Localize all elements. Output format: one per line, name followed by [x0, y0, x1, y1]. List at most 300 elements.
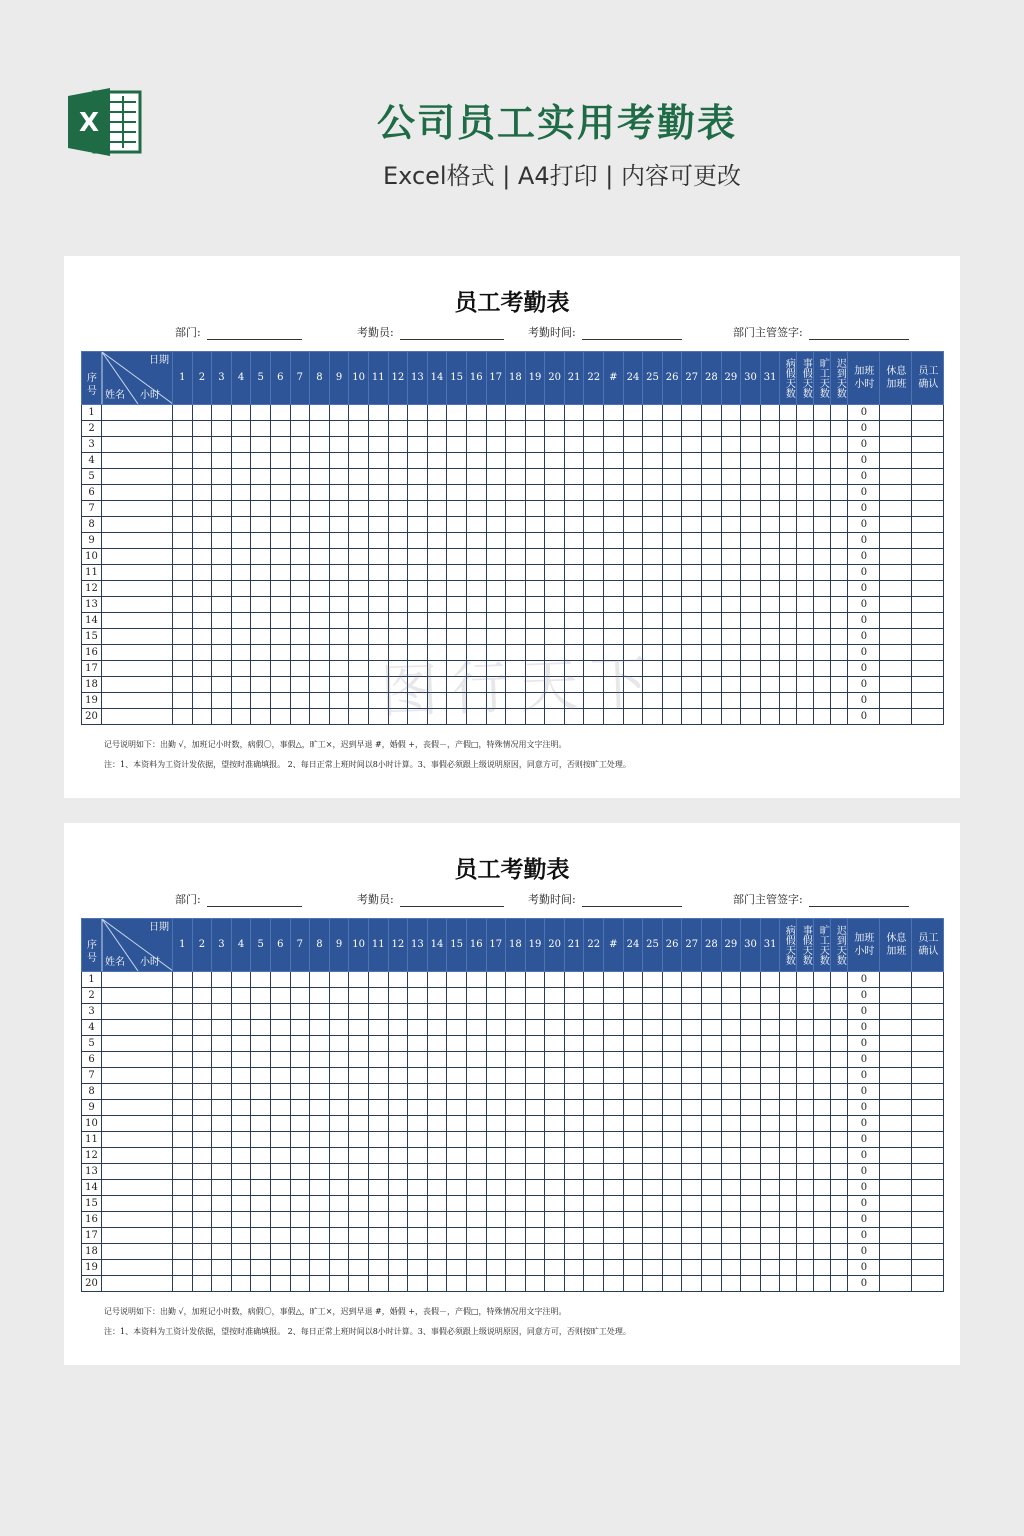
stat-cell[interactable] [814, 437, 831, 453]
day-cell[interactable] [702, 1004, 722, 1020]
stat-cell[interactable] [780, 501, 797, 517]
day-cell[interactable] [525, 1228, 545, 1244]
day-cell[interactable] [251, 629, 271, 645]
day-cell[interactable] [486, 437, 506, 453]
day-cell[interactable] [447, 1068, 467, 1084]
day-cell[interactable] [212, 1228, 232, 1244]
day-cell[interactable] [721, 1228, 741, 1244]
day-cell[interactable] [682, 1084, 702, 1100]
day-cell[interactable] [408, 565, 428, 581]
day-cell[interactable] [388, 581, 408, 597]
rest-overtime-cell[interactable] [880, 1148, 912, 1164]
day-cell[interactable] [584, 1100, 604, 1116]
day-cell[interactable] [466, 1132, 486, 1148]
day-cell[interactable] [212, 709, 232, 725]
day-cell[interactable] [251, 1004, 271, 1020]
day-cell[interactable] [525, 501, 545, 517]
day-cell[interactable] [192, 549, 212, 565]
day-cell[interactable] [270, 1196, 290, 1212]
stat-cell[interactable] [831, 1276, 848, 1292]
day-cell[interactable] [310, 693, 330, 709]
day-cell[interactable] [388, 1148, 408, 1164]
stat-cell[interactable] [814, 1260, 831, 1276]
day-cell[interactable] [486, 581, 506, 597]
day-cell[interactable] [447, 1148, 467, 1164]
day-cell[interactable] [604, 613, 624, 629]
day-cell[interactable] [564, 1132, 584, 1148]
day-cell[interactable] [173, 597, 193, 613]
day-cell[interactable] [506, 453, 526, 469]
day-cell[interactable] [388, 613, 408, 629]
day-cell[interactable] [525, 1212, 545, 1228]
day-cell[interactable] [623, 1084, 643, 1100]
day-cell[interactable] [760, 1052, 780, 1068]
stat-cell[interactable] [797, 1100, 814, 1116]
day-cell[interactable] [310, 581, 330, 597]
day-cell[interactable] [643, 565, 663, 581]
day-cell[interactable] [231, 453, 251, 469]
day-cell[interactable] [760, 1004, 780, 1020]
employee-confirm-cell[interactable] [912, 1260, 944, 1276]
day-cell[interactable] [192, 437, 212, 453]
rest-overtime-cell[interactable] [880, 1020, 912, 1036]
day-cell[interactable] [604, 1260, 624, 1276]
day-cell[interactable] [251, 565, 271, 581]
day-cell[interactable] [349, 1036, 369, 1052]
name-cell[interactable] [102, 485, 173, 501]
day-cell[interactable] [466, 1228, 486, 1244]
stat-cell[interactable] [797, 693, 814, 709]
day-cell[interactable] [702, 581, 722, 597]
day-cell[interactable] [760, 517, 780, 533]
day-cell[interactable] [564, 1212, 584, 1228]
rest-overtime-cell[interactable] [880, 661, 912, 677]
day-cell[interactable] [486, 405, 506, 421]
stat-cell[interactable] [797, 1116, 814, 1132]
day-cell[interactable] [270, 1132, 290, 1148]
day-cell[interactable] [741, 437, 761, 453]
day-cell[interactable] [173, 629, 193, 645]
day-cell[interactable] [212, 613, 232, 629]
name-cell[interactable] [102, 469, 173, 485]
stat-cell[interactable] [814, 661, 831, 677]
day-cell[interactable] [408, 453, 428, 469]
day-cell[interactable] [682, 629, 702, 645]
stat-cell[interactable] [831, 1068, 848, 1084]
day-cell[interactable] [741, 565, 761, 581]
day-cell[interactable] [584, 1212, 604, 1228]
day-cell[interactable] [329, 501, 349, 517]
day-cell[interactable] [584, 485, 604, 501]
stat-cell[interactable] [831, 613, 848, 629]
day-cell[interactable] [270, 988, 290, 1004]
stat-cell[interactable] [797, 405, 814, 421]
day-cell[interactable] [192, 501, 212, 517]
day-cell[interactable] [270, 1068, 290, 1084]
day-cell[interactable] [231, 1148, 251, 1164]
day-cell[interactable] [760, 693, 780, 709]
day-cell[interactable] [525, 1132, 545, 1148]
day-cell[interactable] [525, 453, 545, 469]
day-cell[interactable] [251, 1100, 271, 1116]
day-cell[interactable] [408, 1100, 428, 1116]
day-cell[interactable] [643, 1260, 663, 1276]
day-cell[interactable] [231, 485, 251, 501]
day-cell[interactable] [721, 1180, 741, 1196]
day-cell[interactable] [584, 1020, 604, 1036]
day-cell[interactable] [192, 1228, 212, 1244]
day-cell[interactable] [466, 1260, 486, 1276]
day-cell[interactable] [173, 453, 193, 469]
day-cell[interactable] [486, 421, 506, 437]
day-cell[interactable] [251, 533, 271, 549]
day-cell[interactable] [506, 421, 526, 437]
day-cell[interactable] [545, 549, 565, 565]
day-cell[interactable] [466, 453, 486, 469]
day-cell[interactable] [447, 1100, 467, 1116]
day-cell[interactable] [545, 405, 565, 421]
name-cell[interactable] [102, 645, 173, 661]
stat-cell[interactable] [797, 613, 814, 629]
day-cell[interactable] [427, 1020, 447, 1036]
day-cell[interactable] [584, 1004, 604, 1020]
day-cell[interactable] [173, 565, 193, 581]
day-cell[interactable] [310, 709, 330, 725]
day-cell[interactable] [682, 1228, 702, 1244]
day-cell[interactable] [349, 1180, 369, 1196]
employee-confirm-cell[interactable] [912, 1036, 944, 1052]
day-cell[interactable] [349, 645, 369, 661]
day-cell[interactable] [721, 517, 741, 533]
day-cell[interactable] [427, 501, 447, 517]
employee-confirm-cell[interactable] [912, 972, 944, 988]
day-cell[interactable] [192, 1260, 212, 1276]
employee-confirm-cell[interactable] [912, 533, 944, 549]
day-cell[interactable] [506, 1100, 526, 1116]
day-cell[interactable] [290, 693, 310, 709]
day-cell[interactable] [486, 1148, 506, 1164]
day-cell[interactable] [643, 1100, 663, 1116]
day-cell[interactable] [329, 1132, 349, 1148]
day-cell[interactable] [329, 972, 349, 988]
day-cell[interactable] [466, 1100, 486, 1116]
day-cell[interactable] [760, 1196, 780, 1212]
day-cell[interactable] [270, 437, 290, 453]
stat-cell[interactable] [797, 485, 814, 501]
day-cell[interactable] [427, 565, 447, 581]
day-cell[interactable] [506, 1068, 526, 1084]
day-cell[interactable] [231, 645, 251, 661]
stat-cell[interactable] [780, 421, 797, 437]
day-cell[interactable] [506, 1164, 526, 1180]
day-cell[interactable] [564, 1052, 584, 1068]
day-cell[interactable] [486, 1260, 506, 1276]
day-cell[interactable] [466, 1004, 486, 1020]
day-cell[interactable] [506, 1116, 526, 1132]
day-cell[interactable] [310, 1164, 330, 1180]
day-cell[interactable] [741, 581, 761, 597]
day-cell[interactable] [525, 613, 545, 629]
day-cell[interactable] [525, 469, 545, 485]
employee-confirm-cell[interactable] [912, 501, 944, 517]
day-cell[interactable] [525, 1068, 545, 1084]
day-cell[interactable] [760, 533, 780, 549]
day-cell[interactable] [368, 988, 388, 1004]
day-cell[interactable] [662, 533, 682, 549]
day-cell[interactable] [643, 597, 663, 613]
stat-cell[interactable] [831, 1164, 848, 1180]
stat-cell[interactable] [831, 485, 848, 501]
day-cell[interactable] [466, 549, 486, 565]
day-cell[interactable] [662, 1260, 682, 1276]
day-cell[interactable] [525, 1052, 545, 1068]
day-cell[interactable] [270, 1244, 290, 1260]
day-cell[interactable] [741, 1084, 761, 1100]
day-cell[interactable] [329, 581, 349, 597]
day-cell[interactable] [447, 613, 467, 629]
day-cell[interactable] [388, 533, 408, 549]
day-cell[interactable] [486, 1244, 506, 1260]
day-cell[interactable] [525, 988, 545, 1004]
supervisor-sign-field-input[interactable] [809, 325, 909, 340]
day-cell[interactable] [662, 405, 682, 421]
rest-overtime-cell[interactable] [880, 1276, 912, 1292]
day-cell[interactable] [721, 501, 741, 517]
day-cell[interactable] [604, 1276, 624, 1292]
day-cell[interactable] [192, 517, 212, 533]
day-cell[interactable] [662, 1004, 682, 1020]
day-cell[interactable] [604, 565, 624, 581]
day-cell[interactable] [270, 469, 290, 485]
stat-cell[interactable] [831, 661, 848, 677]
day-cell[interactable] [466, 501, 486, 517]
day-cell[interactable] [721, 421, 741, 437]
day-cell[interactable] [486, 501, 506, 517]
day-cell[interactable] [447, 988, 467, 1004]
day-cell[interactable] [192, 1164, 212, 1180]
day-cell[interactable] [329, 677, 349, 693]
day-cell[interactable] [290, 485, 310, 501]
name-cell[interactable] [102, 405, 173, 421]
day-cell[interactable] [721, 437, 741, 453]
stat-cell[interactable] [797, 421, 814, 437]
day-cell[interactable] [760, 972, 780, 988]
day-cell[interactable] [702, 1100, 722, 1116]
stat-cell[interactable] [780, 693, 797, 709]
day-cell[interactable] [329, 661, 349, 677]
day-cell[interactable] [310, 1068, 330, 1084]
overtime-hours-cell[interactable]: 0 [848, 1148, 880, 1164]
overtime-hours-cell[interactable]: 0 [848, 645, 880, 661]
overtime-hours-cell[interactable]: 0 [848, 533, 880, 549]
stat-cell[interactable] [780, 1100, 797, 1116]
day-cell[interactable] [310, 1196, 330, 1212]
rest-overtime-cell[interactable] [880, 1052, 912, 1068]
day-cell[interactable] [564, 533, 584, 549]
day-cell[interactable] [388, 485, 408, 501]
day-cell[interactable] [643, 581, 663, 597]
day-cell[interactable] [388, 597, 408, 613]
day-cell[interactable] [506, 1036, 526, 1052]
stat-cell[interactable] [831, 1148, 848, 1164]
day-cell[interactable] [212, 972, 232, 988]
day-cell[interactable] [447, 1260, 467, 1276]
day-cell[interactable] [368, 1164, 388, 1180]
day-cell[interactable] [662, 1052, 682, 1068]
day-cell[interactable] [682, 485, 702, 501]
employee-confirm-cell[interactable] [912, 1196, 944, 1212]
day-cell[interactable] [251, 645, 271, 661]
day-cell[interactable] [702, 709, 722, 725]
day-cell[interactable] [584, 1180, 604, 1196]
day-cell[interactable] [760, 1260, 780, 1276]
day-cell[interactable] [506, 1148, 526, 1164]
day-cell[interactable] [388, 1212, 408, 1228]
employee-confirm-cell[interactable] [912, 1276, 944, 1292]
day-cell[interactable] [662, 1244, 682, 1260]
day-cell[interactable] [564, 972, 584, 988]
day-cell[interactable] [662, 1228, 682, 1244]
day-cell[interactable] [173, 677, 193, 693]
day-cell[interactable] [329, 437, 349, 453]
day-cell[interactable] [545, 972, 565, 988]
day-cell[interactable] [173, 1020, 193, 1036]
day-cell[interactable] [388, 549, 408, 565]
day-cell[interactable] [290, 1180, 310, 1196]
stat-cell[interactable] [831, 597, 848, 613]
day-cell[interactable] [192, 1004, 212, 1020]
day-cell[interactable] [564, 1180, 584, 1196]
overtime-hours-cell[interactable]: 0 [848, 1084, 880, 1100]
stat-cell[interactable] [814, 1196, 831, 1212]
overtime-hours-cell[interactable]: 0 [848, 1164, 880, 1180]
stat-cell[interactable] [797, 469, 814, 485]
day-cell[interactable] [545, 581, 565, 597]
day-cell[interactable] [643, 405, 663, 421]
employee-confirm-cell[interactable] [912, 1164, 944, 1180]
rest-overtime-cell[interactable] [880, 1164, 912, 1180]
day-cell[interactable] [564, 485, 584, 501]
day-cell[interactable] [545, 1116, 565, 1132]
day-cell[interactable] [408, 972, 428, 988]
stat-cell[interactable] [797, 677, 814, 693]
day-cell[interactable] [623, 453, 643, 469]
day-cell[interactable] [349, 501, 369, 517]
day-cell[interactable] [231, 405, 251, 421]
day-cell[interactable] [290, 517, 310, 533]
stat-cell[interactable] [814, 1228, 831, 1244]
day-cell[interactable] [349, 1244, 369, 1260]
employee-confirm-cell[interactable] [912, 453, 944, 469]
day-cell[interactable] [173, 1180, 193, 1196]
day-cell[interactable] [486, 1196, 506, 1212]
day-cell[interactable] [662, 1020, 682, 1036]
stat-cell[interactable] [780, 661, 797, 677]
day-cell[interactable] [368, 1036, 388, 1052]
stat-cell[interactable] [780, 597, 797, 613]
day-cell[interactable] [349, 629, 369, 645]
stat-cell[interactable] [780, 437, 797, 453]
day-cell[interactable] [702, 972, 722, 988]
day-cell[interactable] [721, 693, 741, 709]
day-cell[interactable] [310, 1116, 330, 1132]
day-cell[interactable] [447, 1036, 467, 1052]
overtime-hours-cell[interactable]: 0 [848, 453, 880, 469]
day-cell[interactable] [349, 988, 369, 1004]
day-cell[interactable] [270, 1020, 290, 1036]
day-cell[interactable] [388, 1116, 408, 1132]
employee-confirm-cell[interactable] [912, 1148, 944, 1164]
employee-confirm-cell[interactable] [912, 405, 944, 421]
day-cell[interactable] [721, 1244, 741, 1260]
day-cell[interactable] [545, 485, 565, 501]
employee-confirm-cell[interactable] [912, 1228, 944, 1244]
day-cell[interactable] [760, 437, 780, 453]
day-cell[interactable] [623, 988, 643, 1004]
day-cell[interactable] [368, 1244, 388, 1260]
day-cell[interactable] [290, 1100, 310, 1116]
day-cell[interactable] [231, 469, 251, 485]
stat-cell[interactable] [780, 1196, 797, 1212]
day-cell[interactable] [290, 453, 310, 469]
overtime-hours-cell[interactable]: 0 [848, 597, 880, 613]
day-cell[interactable] [564, 1148, 584, 1164]
day-cell[interactable] [506, 1132, 526, 1148]
stat-cell[interactable] [797, 1244, 814, 1260]
overtime-hours-cell[interactable]: 0 [848, 501, 880, 517]
day-cell[interactable] [388, 469, 408, 485]
day-cell[interactable] [506, 549, 526, 565]
day-cell[interactable] [212, 469, 232, 485]
day-cell[interactable] [466, 1196, 486, 1212]
day-cell[interactable] [702, 1212, 722, 1228]
day-cell[interactable] [192, 1132, 212, 1148]
day-cell[interactable] [584, 972, 604, 988]
stat-cell[interactable] [831, 1196, 848, 1212]
day-cell[interactable] [721, 677, 741, 693]
day-cell[interactable] [349, 693, 369, 709]
day-cell[interactable] [212, 693, 232, 709]
day-cell[interactable] [427, 549, 447, 565]
day-cell[interactable] [662, 645, 682, 661]
day-cell[interactable] [584, 1084, 604, 1100]
day-cell[interactable] [564, 453, 584, 469]
day-cell[interactable] [310, 661, 330, 677]
day-cell[interactable] [290, 549, 310, 565]
day-cell[interactable] [721, 1036, 741, 1052]
name-cell[interactable] [102, 1148, 173, 1164]
day-cell[interactable] [545, 1020, 565, 1036]
day-cell[interactable] [349, 1116, 369, 1132]
stat-cell[interactable] [780, 1228, 797, 1244]
day-cell[interactable] [310, 972, 330, 988]
day-cell[interactable] [290, 1244, 310, 1260]
day-cell[interactable] [466, 517, 486, 533]
rest-overtime-cell[interactable] [880, 1036, 912, 1052]
day-cell[interactable] [447, 1164, 467, 1180]
day-cell[interactable] [486, 1020, 506, 1036]
day-cell[interactable] [506, 972, 526, 988]
rest-overtime-cell[interactable] [880, 1116, 912, 1132]
department-field[interactable] [175, 324, 302, 340]
day-cell[interactable] [192, 1068, 212, 1084]
stat-cell[interactable] [780, 405, 797, 421]
day-cell[interactable] [643, 1132, 663, 1148]
day-cell[interactable] [643, 1052, 663, 1068]
day-cell[interactable] [741, 693, 761, 709]
overtime-hours-cell[interactable]: 0 [848, 1132, 880, 1148]
day-cell[interactable] [604, 1100, 624, 1116]
